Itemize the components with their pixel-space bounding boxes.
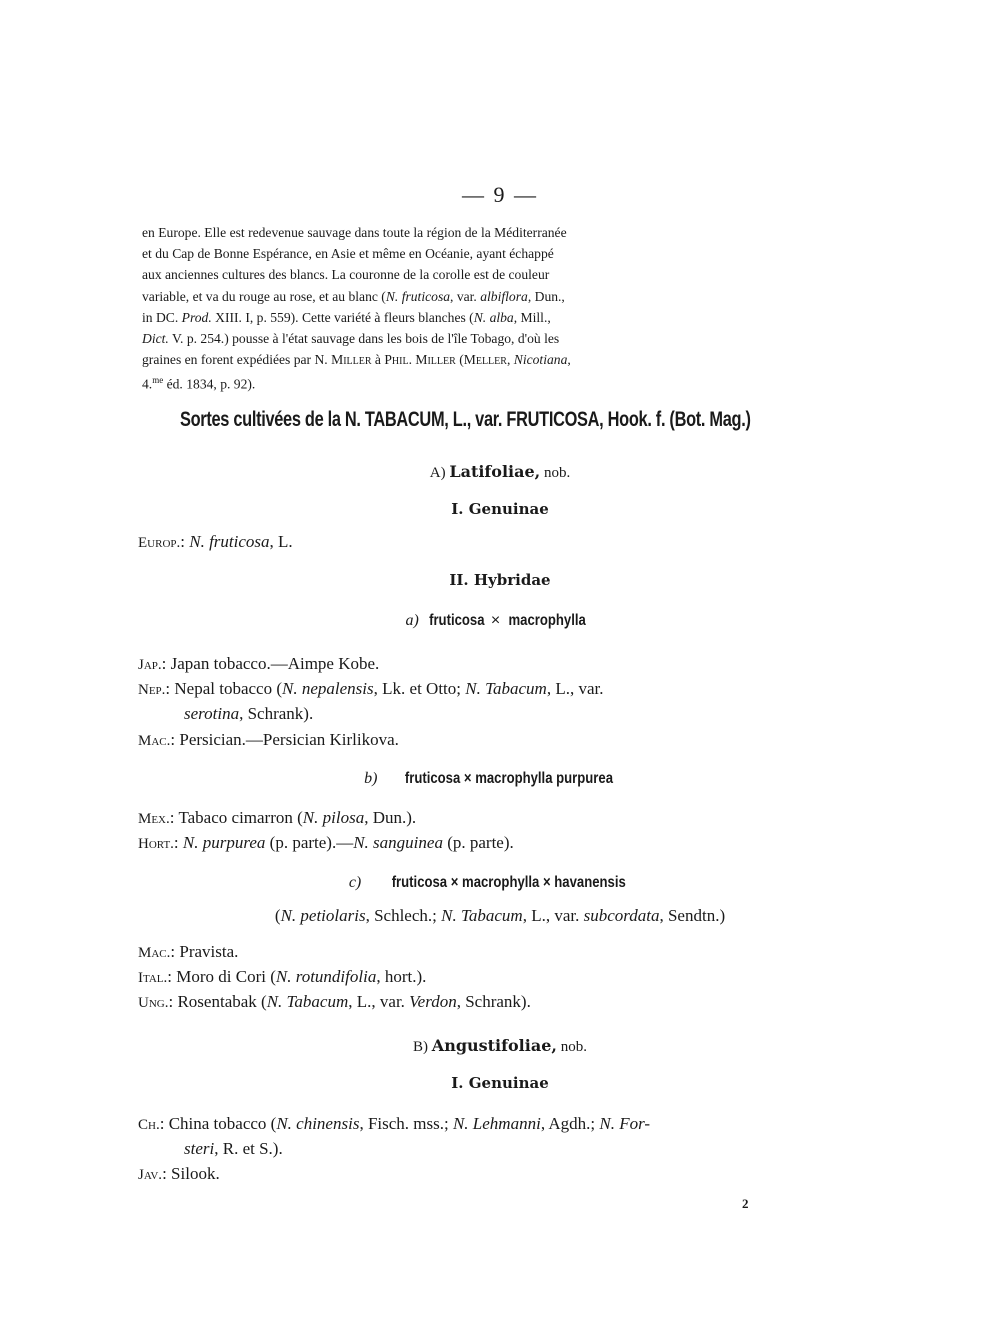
intro-line: aux anciennes cultures des blancs. La couronne de la corolle est de couleur bbox=[142, 267, 550, 283]
subgroup-heading: II. Hybridae bbox=[449, 571, 551, 589]
entry-mac-2: Mac.: Pravista. bbox=[138, 942, 239, 961]
intro-line: Dict. V. p. 254.) pousse à l'état sauvage dans les bois de l'île Tobago, d'où les bbox=[142, 331, 560, 347]
subgroup-heading: I. Genuinae bbox=[451, 1074, 549, 1092]
hybrid-subheading: b) fruticosa × macrophylla purpurea bbox=[364, 770, 613, 787]
entry-ital: Ital.: Moro di Cori (N. rotundifolia, hort.). bbox=[138, 967, 427, 986]
entry-mex: Mex.: Tabaco cimarron (N. pilosa, Dun.). bbox=[138, 808, 417, 827]
entry-hort: Hort.: N. purpurea (p. parte).—N. sanguinea (p. parte). bbox=[138, 833, 514, 852]
intro-paragraph bbox=[142, 222, 780, 395]
entry-europ: Europ.: N. fruticosa, L. bbox=[138, 532, 293, 551]
entry-ch: Ch.: China tobacco (N. chinensis, Fisch. mss.; N. Lehmanni, Agdh.; N. For- steri, R. et S.). bbox=[138, 1114, 651, 1158]
signature-mark: 2 bbox=[742, 1196, 749, 1211]
entry-jav: Jav.: Silook. bbox=[138, 1164, 220, 1183]
intro-line: graines en forent expédiées par N. Miller à Phil. Miller (Meller, Nicotiana, bbox=[142, 352, 571, 368]
intro-line: en Europe. Elle est redevenue sauvage dans toute la région de la Méditerranée bbox=[142, 225, 567, 240]
intro-line: in DC. Prod. XIII. I, p. 559). Cette variété à fleurs blanches (N. alba, Mill., bbox=[142, 309, 551, 325]
hybrid-subheading: a) fruticosa × macrophylla bbox=[405, 612, 587, 629]
intro-line: 4.$^{me}$ éd. 1834, p. 92). bbox=[142, 375, 256, 392]
entry-jap: Jap.: Japan tobacco.—Aimpe Kobe. bbox=[138, 654, 380, 673]
section-title: Sortes cultivées de la N. TABACUM, L., var. FRUTICOSA, Hook. f. (Bot. Mag.) bbox=[180, 408, 751, 431]
intro-line: variable, et va du rouge au rose, et au blanc (N. fruticosa, var. albiflora, Dun., bbox=[142, 288, 565, 304]
synonym-note: (N. petiolaris, Schlech.; N. Tabacum, L., var. subcordata, Sendtn.) bbox=[274, 906, 726, 925]
subgroup-heading: I. Genuinae bbox=[451, 500, 549, 518]
section-a-heading: A) Latifoliae, nob. bbox=[429, 462, 571, 481]
entry-ung: Ung.: Rosentabak (N. Tabacum, L., var. Verdon, Schrank). bbox=[138, 992, 531, 1011]
section-b-heading: B) Angustifoliae, nob. bbox=[413, 1036, 587, 1055]
hybrid-subheading: c) fruticosa × macrophylla × havanensis bbox=[348, 874, 626, 891]
entry-nep: Nep.: Nepal tobacco (N. nepalensis, Lk. et Otto; N. Tabacum, L., var. serotina, Schrank). bbox=[138, 679, 604, 723]
page-number: — 9 — bbox=[462, 182, 538, 207]
entry-mac: Mac.: Persician.—Persician Kirlikova. bbox=[138, 730, 399, 749]
intro-line: et du Cap de Bonne Espérance, en Asie et même en Océanie, ayant échappé bbox=[142, 246, 554, 262]
